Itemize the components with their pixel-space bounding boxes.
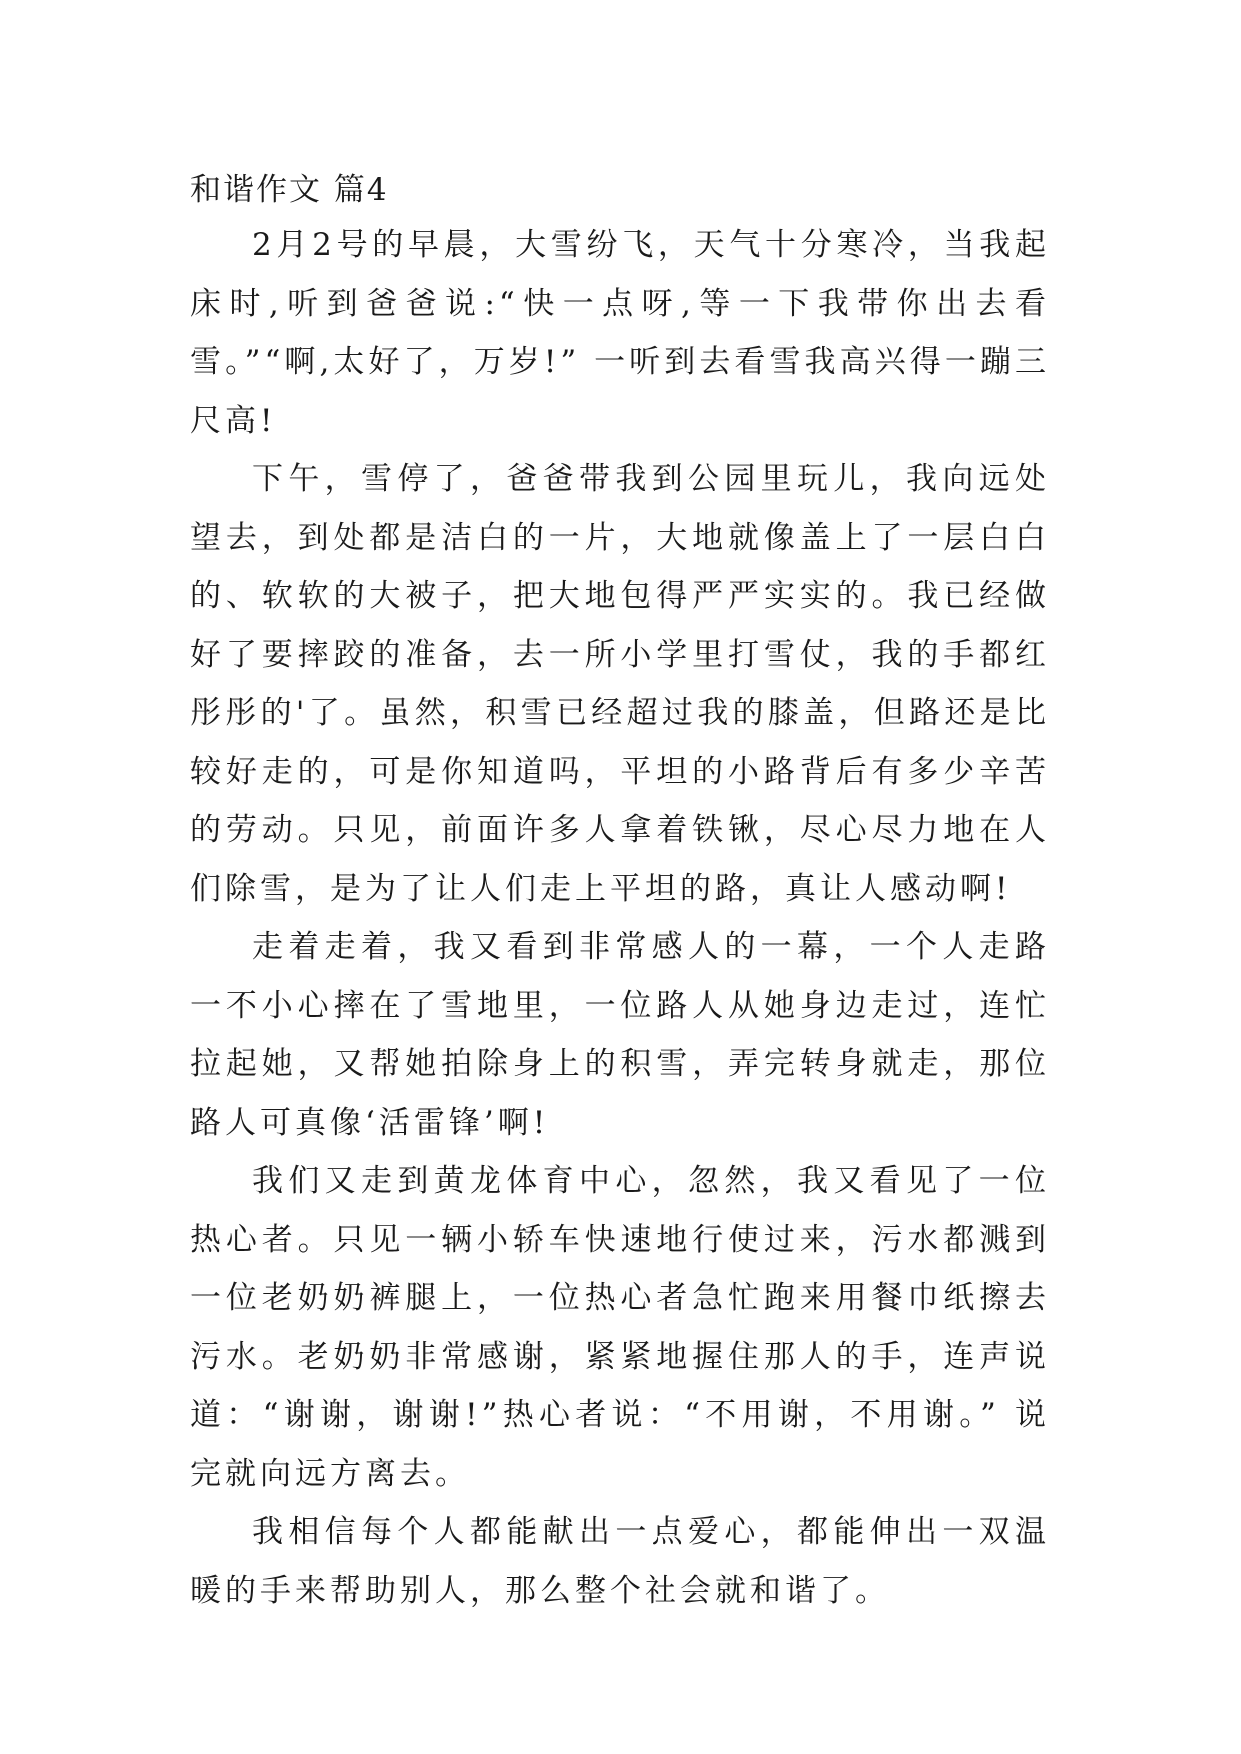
paragraph-5: 我相信每个人都能献出一点爱心，都能伸出一双温暖的手来帮助别人，那么整个社会就和谐了。	[190, 1514, 1050, 1609]
paragraph-2: 下午，雪停了，爸爸带我到公园里玩儿，我向远处望去，到处都是洁白的一片，大地就像盖上了一层白白的、软软的大被子，把大地包得严严实实的。我已经做好了要摔跤的准备，去一所小学里打雪仗，我的手都红彤彤的'了。虽然，积雪已经超过我的膝盖，但路还是比较好走的，可是你知道吗，平坦的小路背后有多少辛苦的劳动。只见，前面许多人拿着铁锹，尽心尽力地在人们除雪，是为了让人们走上平坦的路，真让人感动啊!	[190, 461, 1050, 907]
paragraph-1: 2月2号的早晨，大雪纷飞，天气十分寒冷，当我起床时,听到爸爸说:“快一点呀,等一下我带你出去看雪。”“啊,太好了，万岁!” 一听到去看雪我高兴得一蹦三尺高!	[190, 227, 1050, 439]
paragraph-3: 走着走着，我又看到非常感人的一幕，一个人走路一不小心摔在了雪地里，一位路人从她身边走过，连忙拉起她，又帮她拍除身上的积雪，弄完转身就走，那位路人可真像‘活雷锋’啊!	[190, 929, 1050, 1141]
paragraph-4: 我们又走到黄龙体育中心，忽然，我又看见了一位热心者。只见一辆小轿车快速地行使过来，污水都溅到一位老奶奶裤腿上，一位热心者急忙跑来用餐巾纸擦去污水。老奶奶非常感谢，紧紧地握住那人的手，连声说道：“谢谢，谢谢!”热心者说：“不用谢，不用谢。” 说完就向远方离去。	[190, 1163, 1050, 1492]
document-title: 和谐作文 篇4	[190, 172, 389, 208]
document-body	[190, 164, 1050, 1620]
